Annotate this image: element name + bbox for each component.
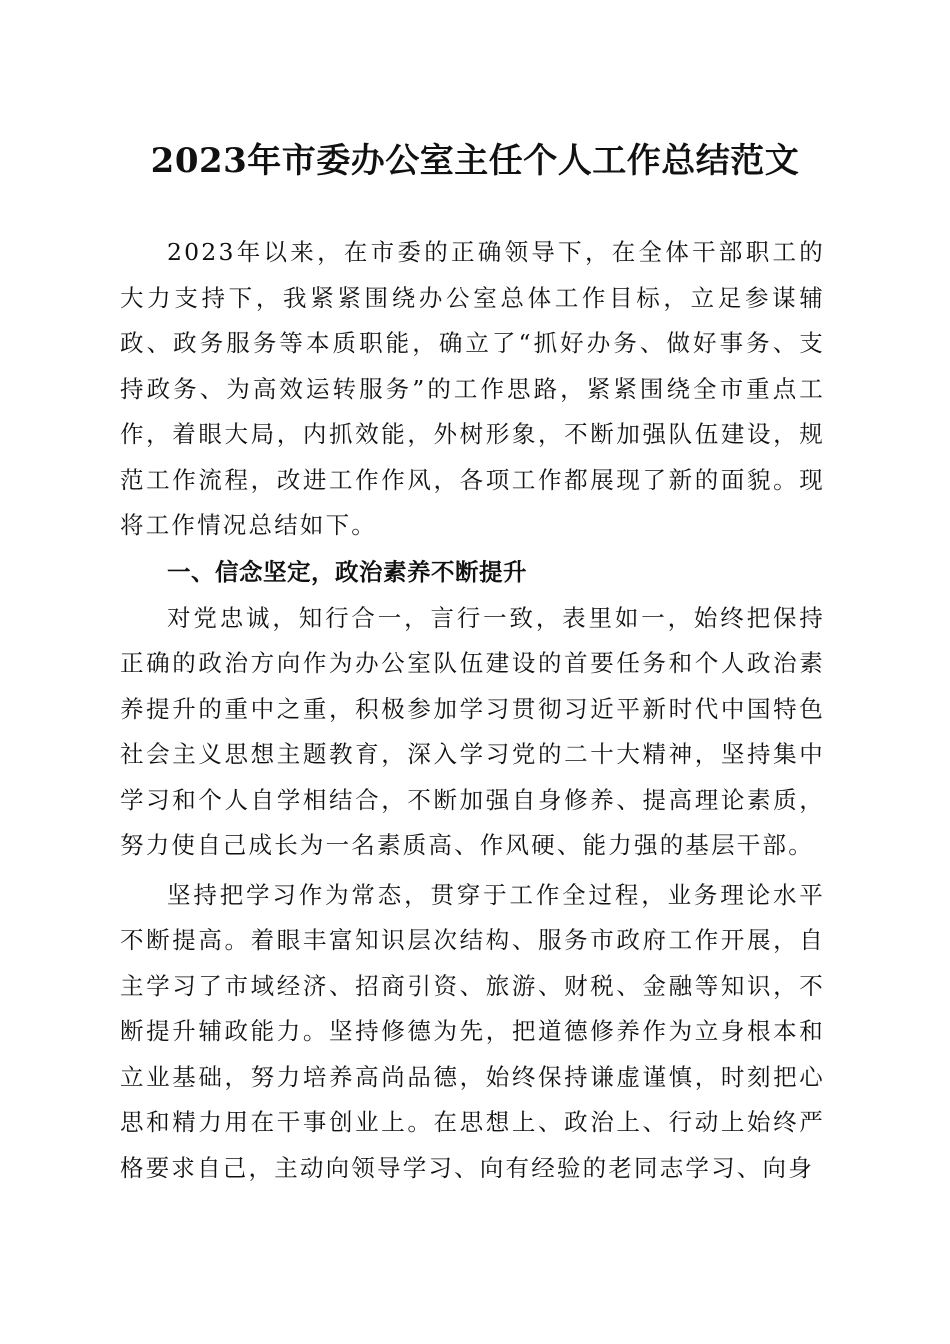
section-paragraph: 对党忠诚，知行合一，言行一致，表里如一，始终把保持正确的政治方向作为办公室队伍建设的首要任务和个人政治素养提升的重中之重，积极参加学习贯彻习近平新时代中国特色社会主义思想主题教育，深入学习党的二十大精神，坚持集中学习和个人自学相结合，不断加强自身修养、提高理论素质，努力使自己成长为一名素质高、作风硬、能力强的基层干部。 [120,603,825,859]
intro-paragraph: 2023年以来，在市委的正确领导下，在全体干部职工的大力支持下，我紧紧围绕办公室总体工作目标，立足参谋辅政、政务服务等本质职能，确立了“抓好办务、做好事务、支持政务、为高效运转服务”的工作思路，紧紧围绕全市重点工作，着眼大局，内抓效能，外树形象，不断加强队伍建设，规范工作流程，改进工作作风，各项工作都展现了新的面貌。现将工作情况总结如下。 [120,238,825,539]
section-paragraph: 坚持把学习作为常态，贯穿于工作全过程，业务理论水平不断提高。着眼丰富知识层次结构、服务市政府工作开展，自主学习了市域经济、招商引资、旅游、财税、金融等知识，不断提升辅政能力。坚持修德为先，把道德修养作为立身根本和立业基础，努力培养高尚品德，始终保持谦虚谨慎，时刻把心思和精力用在干事创业上。在思想上、政治上、行动上始终严格要求自己，主动向领导学习、向有经验的老同志学习、向身 [120,880,825,1182]
document-title: 2023年市委办公室主任个人工作总结范文 [150,141,800,181]
document-body [120,230,825,1191]
section-heading: 一、信念坚定，政治素养不断提升 [167,557,527,586]
